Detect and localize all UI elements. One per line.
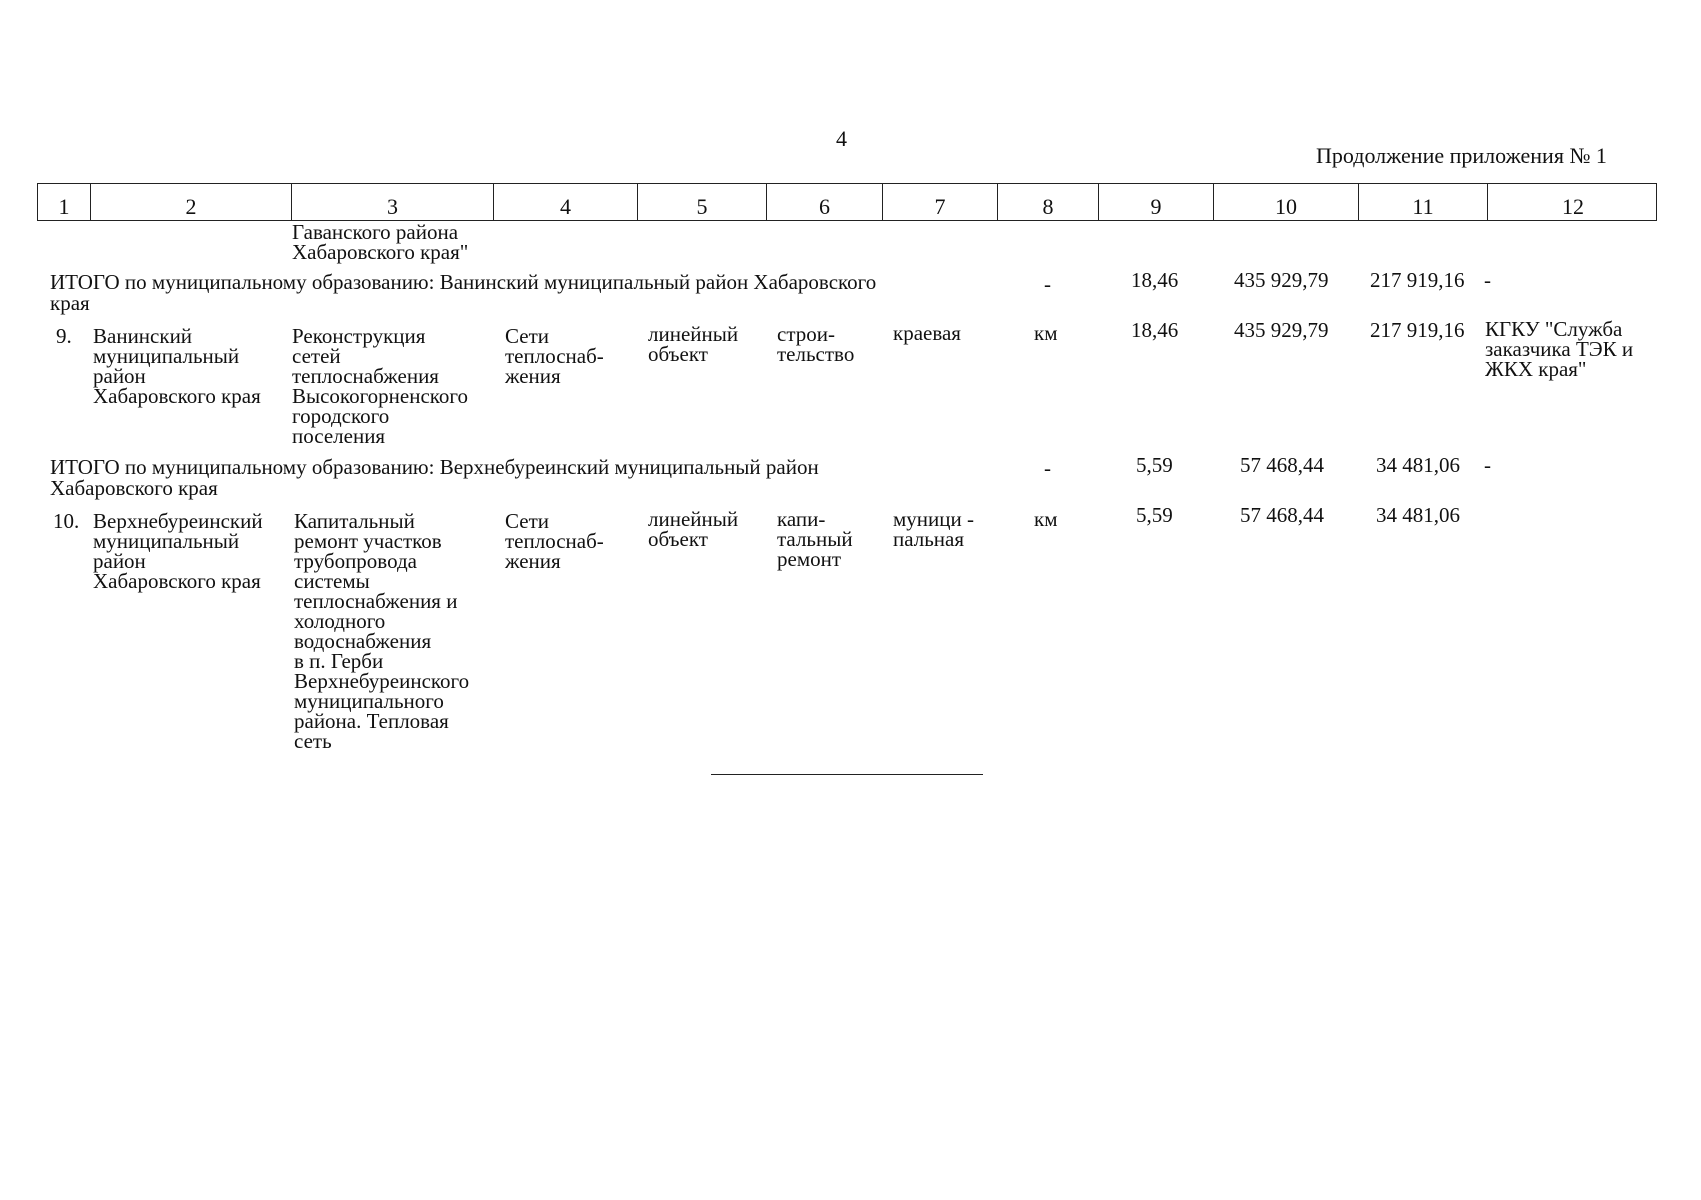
continuation-title: Продолжение приложения № 1 bbox=[1316, 143, 1607, 168]
row9-col11: 217 919,16 bbox=[1370, 318, 1465, 342]
total-verkhnebureinsky-col10: 57 468,44 bbox=[1240, 453, 1324, 477]
header-col-4: 4 bbox=[494, 184, 638, 220]
row10-category: линейный объект bbox=[648, 507, 739, 551]
row10-municipality: Верхнебуреинский муниципальный район Хабаровского края bbox=[93, 509, 263, 593]
row10-num: 10. bbox=[53, 509, 80, 533]
table-header-row bbox=[37, 183, 1657, 221]
row10-work: капи- тальный ремонт bbox=[777, 507, 853, 571]
total-vanino-col9: 18,46 bbox=[1131, 268, 1179, 292]
total-vanino-label: ИТОГО по муниципальному образованию: Ванинский муниципальный район Хабаровского края bbox=[50, 270, 877, 315]
header-col-2: 2 bbox=[91, 184, 292, 220]
row10-type: Сети теплоснаб- жения bbox=[505, 509, 604, 573]
row9-category: линейный объект bbox=[648, 322, 739, 366]
row10-col9: 5,59 bbox=[1136, 503, 1173, 527]
row9-municipality: Ванинский муниципальный район Хабаровского края bbox=[93, 324, 261, 408]
header-col-6: 6 bbox=[767, 184, 883, 220]
header-col-3: 3 bbox=[292, 184, 494, 220]
total-vanino-col11: 217 919,16 bbox=[1370, 268, 1465, 292]
page-number: 4 bbox=[836, 126, 847, 151]
header-col-10: 10 bbox=[1214, 184, 1359, 220]
total-verkhnebureinsky-col8: - bbox=[1044, 456, 1051, 480]
row10-col10: 57 468,44 bbox=[1240, 503, 1324, 527]
total-verkhnebureinsky-col9: 5,59 bbox=[1136, 453, 1173, 477]
total-verkhnebureinsky-label: ИТОГО по муниципальному образованию: Верхнебуреинский муниципальный район Хабаровского края bbox=[50, 455, 819, 500]
total-vanino-col8: - bbox=[1044, 272, 1051, 296]
row10-unit: км bbox=[1034, 507, 1058, 531]
header-col-9: 9 bbox=[1099, 184, 1214, 220]
row9-col10: 435 929,79 bbox=[1234, 318, 1329, 342]
header-col-12: 12 bbox=[1562, 194, 1584, 219]
row9-col9: 18,46 bbox=[1131, 318, 1179, 342]
row9-customer: КГКУ "Служба заказчика ТЭК и ЖКХ края" bbox=[1485, 317, 1634, 381]
row9-work: строи- тельство bbox=[777, 322, 855, 366]
row9-object: Реконструкция сетей теплоснабжения Высокогорненского городского поселения bbox=[292, 324, 469, 448]
total-vanino-col12: - bbox=[1484, 268, 1491, 292]
header-col-1: 1 bbox=[38, 184, 91, 220]
total-vanino-col10: 435 929,79 bbox=[1234, 268, 1329, 292]
header-col-7: 7 bbox=[883, 184, 998, 220]
row10-col11: 34 481,06 bbox=[1376, 503, 1460, 527]
row10-object: Капитальный ремонт участков трубопровода системы теплоснабжения и холодного водоснабжения в п. Герби Верхнебуреинского муниципального района. Тепловая сеть bbox=[294, 509, 470, 753]
carryover-text: Гаванского района Хабаровского края" bbox=[292, 220, 469, 264]
total-verkhnebureinsky-col12: - bbox=[1484, 453, 1491, 477]
total-verkhnebureinsky-col11: 34 481,06 bbox=[1376, 453, 1460, 477]
header-col-11: 11 bbox=[1359, 184, 1488, 220]
row9-unit: км bbox=[1034, 321, 1058, 345]
row9-num: 9. bbox=[56, 324, 72, 348]
row9-type: Сети теплоснаб- жения bbox=[505, 324, 604, 388]
header-col-8: 8 bbox=[998, 184, 1099, 220]
header-col-5: 5 bbox=[638, 184, 767, 220]
row10-ownership: муници - пальная bbox=[893, 507, 974, 551]
row9-ownership: краевая bbox=[893, 321, 961, 345]
closing-separator-line bbox=[711, 774, 983, 775]
